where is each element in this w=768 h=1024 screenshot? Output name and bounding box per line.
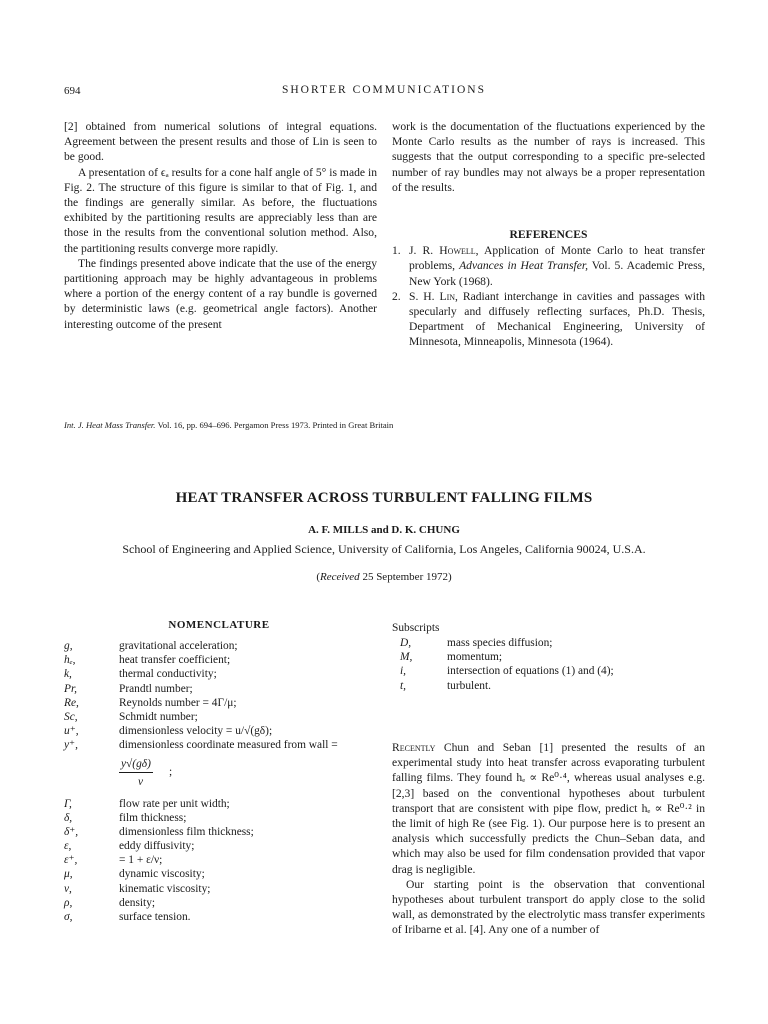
reference-number: 1. <box>392 244 401 258</box>
definition: Prandtl number; <box>119 682 193 695</box>
symbol: μ, <box>64 868 73 881</box>
definition: intersection of equations (1) and (4); <box>447 665 614 678</box>
symbol: D, <box>400 637 412 649</box>
journal-details: Vol. 16, pp. 694–696. Pergamon Press 1973. Printed in Great Britain <box>157 420 394 430</box>
symbol: Re, <box>64 696 79 709</box>
symbol: σ, <box>64 911 73 923</box>
received-label: Received <box>320 571 360 583</box>
definition: film thickness; <box>119 811 187 824</box>
fraction-numerator: y√(gδ) <box>119 757 153 773</box>
prev-article-right-column <box>392 119 705 350</box>
reference-title: Advances in Heat Transfer, <box>459 259 588 273</box>
symbol: Γ, <box>64 797 72 810</box>
article-body <box>392 740 705 938</box>
reference-number: 2. <box>392 289 401 303</box>
symbol: ε, <box>64 840 72 853</box>
definition: momentum; <box>447 651 503 664</box>
running-head: SHORTER COMMUNICATIONS <box>281 84 486 96</box>
paragraph: A presentation of ϵₐ results for a cone half angle of 5° is made in Fig. 2. The structure of this figure is similar to that of Fig. 1, and the findings are generally similar. As before, the fluctuations exhibited by the partitioning results are appreciably less than are those in the results from the conventional solution method. Also, the partitioning results converge more rapidly. <box>64 165 377 255</box>
lead-word: Recently <box>392 741 436 754</box>
article-title: HEAT TRANSFER ACROSS TURBULENT FALLING FILMS <box>175 490 593 506</box>
symbol: ν, <box>64 882 72 895</box>
references-heading: REFERENCES <box>509 228 588 242</box>
symbol: y⁺, <box>64 739 78 752</box>
nomenclature-heading: NOMENCLATURE <box>168 619 270 631</box>
subscripts-heading: Subscripts <box>392 622 440 634</box>
paragraph: work is the documentation of the fluctuations experienced by the Monte Carlo results as the number of rays is increased. This suggests that the output corresponding to a specific pre-selected number of ray bundles may not always be a proper representation of the results. <box>392 120 705 194</box>
reference-author: S. H. Lin <box>409 289 456 303</box>
reference-item <box>392 289 705 350</box>
page-number: 694 <box>64 85 81 97</box>
symbol: u⁺, <box>64 725 79 738</box>
definition: dimensionless coordinate measured from wall = <box>119 739 338 752</box>
definition: Schmidt number; <box>119 710 198 723</box>
symbol: t, <box>400 679 407 692</box>
symbol: g, <box>64 640 73 652</box>
journal-line <box>64 420 393 430</box>
paragraph <box>392 740 705 877</box>
symbol: ρ, <box>64 896 73 909</box>
definition: eddy diffusivity; <box>119 840 195 853</box>
definition: dimensionless film thickness; <box>119 825 254 838</box>
symbol: δ⁺, <box>64 825 79 838</box>
definition: heat transfer coefficient; <box>119 654 231 667</box>
fraction-tail: ; <box>169 765 173 778</box>
definition: kinematic viscosity; <box>119 882 211 895</box>
symbol: k, <box>64 668 72 681</box>
reference-text: , Radiant interchange in cavities and passages with specularly and diffusely reflecting surfaces, Ph.D. Thesis, Department of Mechanical Engineering, University of Minnesota, Minneapolis, Minnesota (1964). <box>409 289 705 349</box>
definition: Reynolds number = 4Γ/μ; <box>119 696 237 709</box>
article-authors: A. F. MILLS and D. K. CHUNG <box>308 524 460 536</box>
definition: mass species diffusion; <box>447 637 553 649</box>
definition: surface tension. <box>119 911 191 923</box>
definition: flow rate per unit width; <box>119 797 230 810</box>
reference-item <box>392 243 705 289</box>
definition: dimensionless velocity = u/√(gδ); <box>119 725 273 738</box>
definition: = 1 + ε/ν; <box>119 854 163 867</box>
symbol: δ, <box>64 811 73 824</box>
symbol: Sc, <box>64 710 78 723</box>
definition: thermal conductivity; <box>119 668 217 681</box>
paragraph-text: Chun and Seban [1] presented the results of an experimental study into heat transfer across evaporating turbulent falling films. They found hₑ ∝ Re⁰·⁴, whereas usual analyses e.g. [2,3] based on the conventional hypotheses about turbulent transport that are consistent with pipe flow, predict hₑ ∝ Re⁰·² in the limit of high Re (see Fig. 1). Our purpose here is to present an analysis which successfully predicts the Chun–Seban data, and which may also be used for film condensation provided that vapor drag is negligible. <box>392 741 705 876</box>
fraction-denominator: ν <box>138 775 144 788</box>
definition: dynamic viscosity; <box>119 868 205 881</box>
reference-text: , Application of Monte Carlo to heat transfer problems, <box>409 244 706 273</box>
symbol: M, <box>400 651 413 664</box>
paragraph: The findings presented above indicate that the use of the energy partitioning approach may be highly advantageous in problems where a portion of the energy content of a ray bundle is governed by deterministic laws (e.g. geometrical angle factors). Another interesting outcome of the present <box>64 256 377 331</box>
received-date: (Received 25 September 1972) <box>316 571 452 583</box>
symbol: ε⁺, <box>64 854 78 867</box>
paragraph: [2] obtained from numerical solutions of integral equations. Agreement between the present results and those of Lin is seen to be good. <box>64 120 377 164</box>
reference-author: J. R. Howell <box>409 244 476 258</box>
received-value: 25 September 1972 <box>362 571 448 583</box>
definition: turbulent. <box>447 679 491 692</box>
symbol: Pr, <box>64 682 77 695</box>
journal-name: Int. J. Heat Mass Transfer. <box>64 420 156 430</box>
symbol: hₑ, <box>64 654 76 667</box>
article-affiliation: School of Engineering and Applied Science, University of California, Los Angeles, California 90024, U.S.A. <box>122 542 646 556</box>
paragraph: Our starting point is the observation that conventional hypotheses about turbulent transport do apply close to the solid wall, as demonstrated by the electrolytic mass transfer experiments of Iribarne et al. [4]. Any one of a number of <box>392 877 705 937</box>
prev-article-left-column <box>64 119 377 332</box>
reference-text: Vol. 5. Academic Press, New York (1968). <box>409 259 705 288</box>
definition: density; <box>119 896 156 909</box>
symbol: i, <box>400 665 407 678</box>
definition: gravitational acceleration; <box>119 640 238 652</box>
